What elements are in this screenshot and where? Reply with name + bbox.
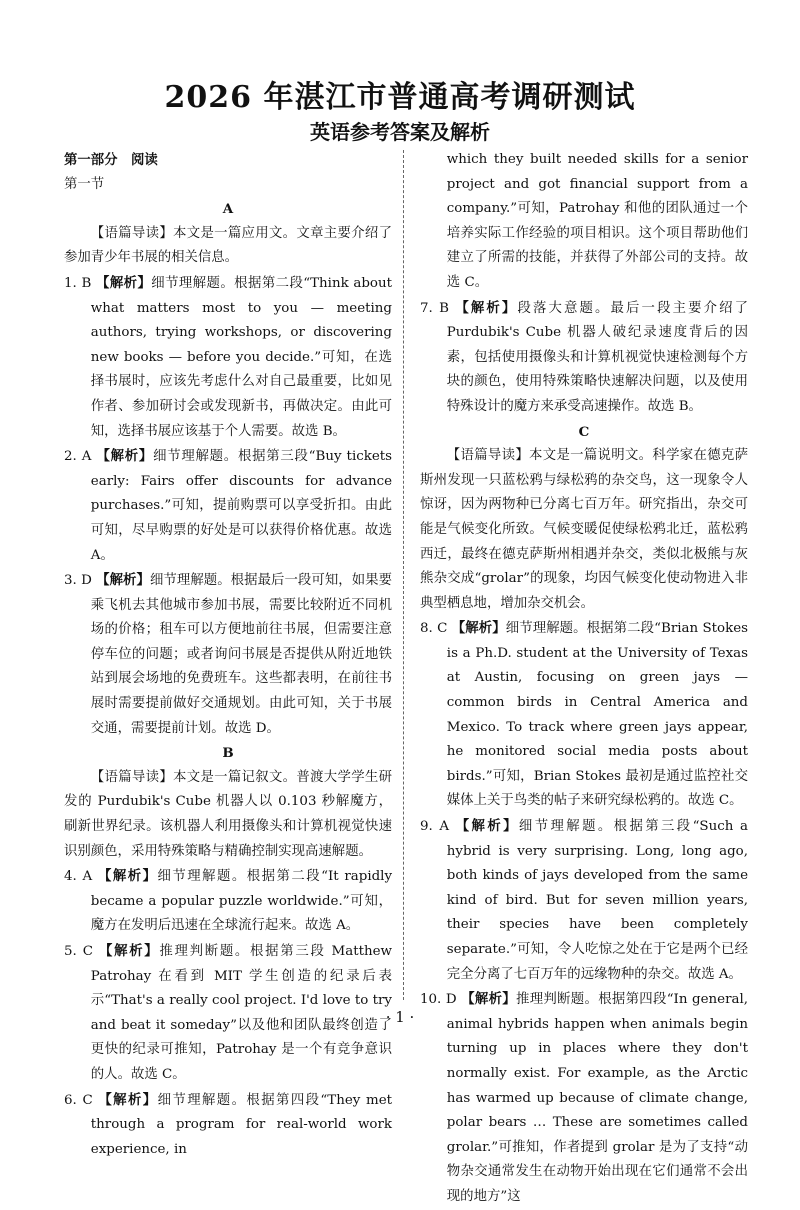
answer-number: 2. A xyxy=(64,449,92,465)
passage-b-intro: 【语篇导读】本文是一篇记叙文。普渡大学学生研发的 Purdubik's Cube 机器人以 0.103 秒解魔方，刷新世界纪录。该机器人利用摄像头和计算机视觉快速识别颜色，采用特殊策略与精确控制实现高速解题。 xyxy=(64,769,392,859)
section-heading: 第一节 xyxy=(64,176,105,192)
answer-item xyxy=(64,1088,392,1163)
answer-number: 6. C xyxy=(64,1092,93,1108)
passage-a-letter: A xyxy=(222,201,234,218)
answer-text: 细节理解题。根据第二段“Think about what matters most to you — meeting authors, trying workshops, or discovering new books — before you decide.”可知，在选择书展时，应该先考虑什么对自己最重要，比如见作者、参加研讨会或发现新书，再做决定。由此可知，选择书展应该基于个人需要。故选 B。 xyxy=(90,275,393,439)
answer-number: 7. B xyxy=(420,300,449,316)
answer-item xyxy=(64,864,392,939)
answer-number: 4. A xyxy=(64,869,93,885)
answer-number: 5. C xyxy=(64,944,93,959)
answer-item xyxy=(420,814,748,987)
answer-text: 细节理解题。根据第二段“It rapidly became a popular puzzle worldwide.”可知，魔方在发明后迅速在全球流行起来。故选 A。 xyxy=(90,869,393,934)
analysis-tag: 【解析】 xyxy=(455,299,518,316)
page-subtitle: 英语参考答案及解析 xyxy=(310,120,490,144)
passage-b-letter: B xyxy=(222,745,234,762)
answer-text: 推理判断题。根据第三段 Matthew Patrohay 在看到 MIT 学生创造的纪录后表示“That's a really cool project. I'd love to try and beat it someday”以及他和团队最终创造了更快的纪录可推知，Patrohay 是一个有竞争意识的人。故选 C。 xyxy=(90,944,392,1082)
passage-c-letter: C xyxy=(578,423,590,440)
right-column xyxy=(420,148,748,1210)
page-number: · 1 · xyxy=(385,1008,415,1026)
answer-number: 9. A xyxy=(420,819,450,835)
column-divider xyxy=(403,150,404,1000)
answer-item xyxy=(64,444,392,568)
answer-item xyxy=(420,616,748,814)
analysis-tag: 【解析】 xyxy=(96,572,150,589)
passage-a-intro: 【语篇导读】本文是一篇应用文。文章主要介绍了参加青少年书展的相关信息。 xyxy=(64,225,392,266)
analysis-tag: 【解析】 xyxy=(455,818,519,835)
analysis-tag: 【解析】 xyxy=(461,991,516,1008)
analysis-tag: 【解析】 xyxy=(98,1091,158,1108)
answer-continuation: which they built needed skills for a senior project and got financial support from a company.”可知，Patrohay 和他的团队通过一个培养实际工作经验的项目相识。这个项目帮助他们建立了所需的技能，并获得了外部公司的支持。故选 C。 xyxy=(446,152,748,290)
answer-text: 细节理解题。根据第三段“Such a hybrid is very surprising. Long, long ago, both kinds of jays developed from the same kind of bird. But for seven million years, their species have been completely separate.”可知，令人吃惊之处在于它是两个已经完全分离了七百万年的远缘物种的杂交。故选 A。 xyxy=(446,819,748,982)
analysis-tag: 【解析】 xyxy=(98,943,160,959)
analysis-tag: 【解析】 xyxy=(97,868,158,885)
answer-number: 1. B xyxy=(64,275,92,291)
answer-text: 细节理解题。根据最后一段可知，如果要乘飞机去其他城市参加书展，需要比较附近不同机场的价格；租车可以方便地前往书展，但需要注意停车位的问题；或者询问书展是否提供从附近地铁站到展会场地的免费班车。这些都表明，在前往书展时需要提前做好交通规划。由此可知，关于书展交通，需要提前计划。故选 D。 xyxy=(90,573,393,736)
answer-text: 推理判断题。根据第四段“In general, animal hybrids happen when animals begin turning up in places where they don't normally exist. For example, as the Arctic has warmed up because of climate change, polar bears … These are sometimes called grolar.”可推知，作者提到 grolar 是为了支持“动物杂交通常发生在动物开始出现在它们通常不会出现的地方”这 xyxy=(446,992,749,1204)
answer-text: 段落大意题。最后一段主要介绍了 Purdubik's Cube 机器人破纪录速度背后的因素，包括使用摄像头和计算机视觉快速检测每个方块的颜色，使用特殊策略快速解决问题，以及使用特殊设计的魔方来承受高速操作。故选 B。 xyxy=(446,300,749,414)
analysis-tag: 【解析】 xyxy=(96,448,154,465)
answer-text: 细节理解题。根据第四段“They met through a program for real-world work experience, in xyxy=(90,1092,392,1157)
answer-item xyxy=(64,271,392,444)
passage-c-intro: 【语篇导读】本文是一篇说明文。科学家在德克萨斯州发现一只蓝松鸦与绿松鸦的杂交鸟，这一现象令人惊讶，因为两物种已分离七百万年。研究指出，杂交可能是气候变化所致。气候变暖促使绿松鸦北迁，蓝松鸦西迁，最终在德克萨斯州相遇并杂交，类似北极熊与灰熊杂交成“grolar”的现象，均因气候变化使动物进入非典型栖息地，增加杂交机会。 xyxy=(420,448,748,611)
answer-item xyxy=(64,568,392,741)
page-title: 2026 年湛江市普通高考调研测试 xyxy=(164,80,636,115)
answer-text: 细节理解题。根据第二段“Brian Stokes is a Ph.D. student at the University of Texas at Austin, focusing on green jays — common birds in Central America and Mexico. To track where green jays appear, he monitored social media posts about birds.”可知，Brian Stokes 最初是通过监控社交媒体上关于鸟类的帖子来研究绿松鸦的。故选 C。 xyxy=(446,621,748,809)
answer-number: 10. D xyxy=(420,992,457,1008)
analysis-tag: 【解析】 xyxy=(96,274,152,291)
answer-item xyxy=(420,296,748,420)
answer-text: 细节理解题。根据第三段“Buy tickets early: Fairs offer discounts for advance purchases.”可知，提前购票可以享受折扣。由此可知，尽早购票的好处是可以获得价格优惠。故选 A。 xyxy=(90,449,393,563)
analysis-tag: 【解析】 xyxy=(451,620,506,637)
part-heading: 第一部分 阅读 xyxy=(64,152,158,168)
answer-number: 3. D xyxy=(64,573,92,589)
answer-number: 8. C xyxy=(420,621,448,637)
